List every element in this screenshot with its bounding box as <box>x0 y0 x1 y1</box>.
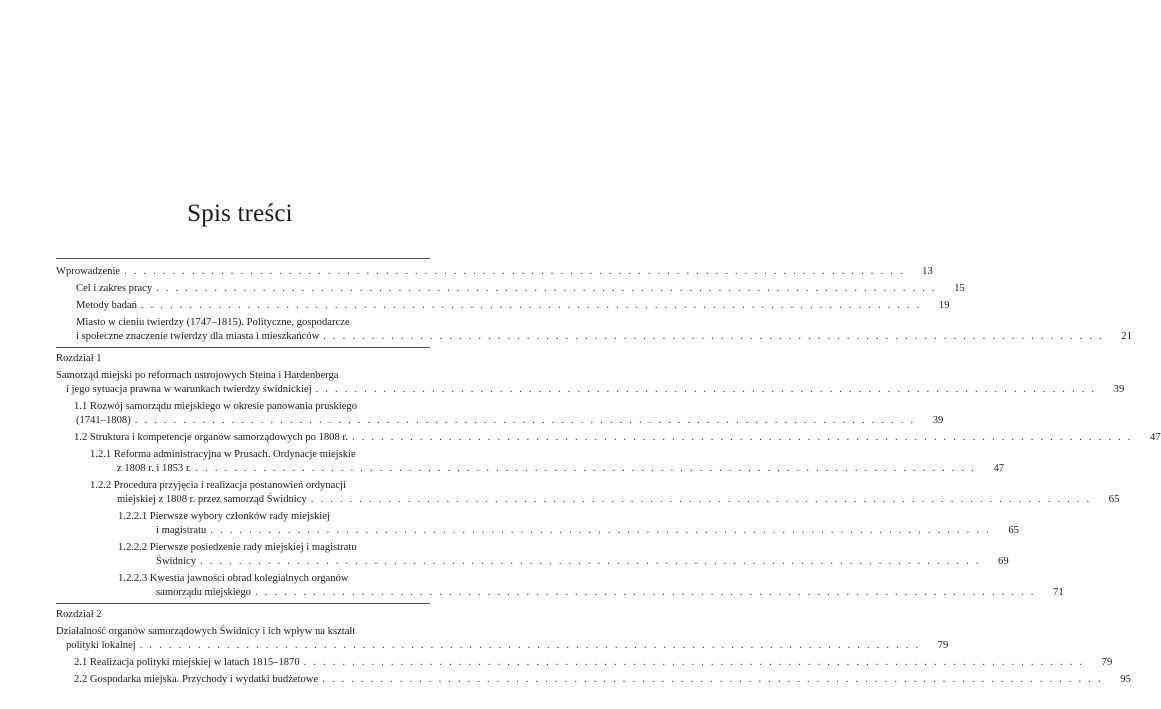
chapter-heading-2: Rozdział 2 <box>56 609 102 620</box>
toc-entry-dzialalnosc[interactable] <box>56 625 949 653</box>
toc-leader-dots <box>124 265 905 279</box>
toc-entry-line1: 1.2.2 Procedura przyjęcia i realizacja postanowień ordynacji <box>90 480 346 491</box>
page-title: Spis treści <box>187 200 293 227</box>
toc-entry-text: 2.2 Gospodarka miejska. Przychody i wydatki budżetowe <box>74 674 319 685</box>
toc-entry-cel[interactable] <box>56 282 965 296</box>
toc-entry-text: z 1808 r. i 1853 r. <box>117 463 192 474</box>
toc-entry-text: 1.2 Struktura i kompetencje organów samorządowych po 1808 r. <box>74 432 349 443</box>
toc-leader-dots <box>255 586 1036 600</box>
toc-entry-1-2[interactable] <box>56 431 1161 445</box>
toc-entry-line1: Działalność organów samorządowych Świdnicy i ich wpływ na kształt <box>56 626 356 637</box>
toc-leader-dots <box>210 524 991 538</box>
toc-page-number: 21 <box>1121 331 1132 342</box>
toc-entry-text: samorządu miejskiego <box>156 587 252 598</box>
toc-page-number: 79 <box>1101 657 1113 668</box>
toc-page-number: 69 <box>998 556 1009 567</box>
toc-entry-1-2-2-3[interactable] <box>56 572 1064 600</box>
toc-entry-text: Metody badań <box>76 300 137 311</box>
toc-leader-dots <box>304 656 1085 670</box>
toc-entry-2-1[interactable] <box>56 656 1113 670</box>
toc-entry-wprowadzenie[interactable] <box>56 265 933 279</box>
toc-entry-line1: 1.2.1 Reforma administracyjna w Prusach. Ordynacje miejskie <box>90 449 356 460</box>
toc-entry-text: i magistratu <box>156 525 207 536</box>
chapter-heading-1: Rozdział 1 <box>56 353 102 364</box>
section-rule <box>56 603 430 604</box>
toc-page-number: 95 <box>1120 674 1131 685</box>
toc-entry-1-2-1[interactable] <box>56 448 1005 476</box>
toc-page-number: 47 <box>993 463 1005 474</box>
toc-leader-dots <box>156 282 937 296</box>
toc-page-number: 15 <box>954 283 965 294</box>
toc-entry-1-2-2[interactable] <box>56 479 1120 507</box>
section-rule <box>56 347 430 348</box>
toc-entry-line1: 1.2.2.1 Pierwsze wybory członków rady miejskiej <box>118 511 330 522</box>
toc-entry-text: 2.1 Realizacja polityki miejskiej w latach 1815–1870 <box>74 657 300 668</box>
toc-entry-text: Wprowadzenie <box>56 266 121 277</box>
toc-page-number: 39 <box>1113 384 1125 395</box>
toc-entry-miasto[interactable] <box>56 316 1132 344</box>
toc-page-number: 39 <box>932 415 944 426</box>
toc-page-number: 19 <box>938 300 950 311</box>
toc-entry-line1: 1.2.2.3 Kwestia jawności obrad kolegialnych organów <box>118 573 349 584</box>
toc-page-number: 79 <box>937 640 949 651</box>
toc-page-number: 47 <box>1150 432 1161 443</box>
toc-entry-text: i jego sytuacja prawna w warunkach twierdzy świdnickiej <box>66 384 312 395</box>
toc-leader-dots <box>322 673 1103 687</box>
toc-entry-text: (1741–1808) <box>76 415 131 426</box>
toc-entry-metody[interactable] <box>56 299 950 313</box>
toc-entry-1-1[interactable] <box>56 400 944 428</box>
top-rule <box>56 258 430 259</box>
table-of-contents <box>56 258 1161 690</box>
toc-entry-line1: 1.1 Rozwój samorządu miejskiego w okresie panowania pruskiego <box>74 401 358 412</box>
toc-entry-line1: 1.2.2.2 Pierwsze posiedzenie rady miejskiej i magistratu <box>118 542 357 553</box>
toc-page-number: 71 <box>1053 587 1064 598</box>
toc-leader-dots <box>352 431 1133 445</box>
toc-entry-text: polityki lokalnej <box>66 640 136 651</box>
toc-leader-dots <box>141 299 922 313</box>
toc-leader-dots <box>140 639 921 653</box>
toc-entry-text: Świdnicy <box>156 556 197 567</box>
toc-entry-text: Cel i zakres pracy <box>76 283 153 294</box>
toc-entry-text: i społeczne znaczenie twierdzy dla miasta i mieszkańców <box>76 331 320 342</box>
toc-page-number: 65 <box>1008 525 1019 536</box>
toc-entry-line1: Samorząd miejski po reformach ustrojowych Steina i Hardenberga <box>56 370 339 381</box>
toc-leader-dots <box>135 414 916 428</box>
toc-entry-2-2[interactable] <box>56 673 1131 687</box>
toc-leader-dots <box>323 330 1104 344</box>
toc-page-number: 13 <box>922 266 933 277</box>
toc-leader-dots <box>311 493 1092 507</box>
toc-entry-line1: Miasto w cieniu twierdzy (1747–1815). Polityczne, gospodarcze <box>76 317 350 328</box>
toc-leader-dots <box>200 555 981 569</box>
toc-entry-text: miejskiej z 1808 r. przez samorząd Świdnicy <box>117 494 307 505</box>
toc-leader-dots <box>316 383 1097 397</box>
toc-leader-dots <box>195 462 976 476</box>
toc-page-number: 65 <box>1108 494 1120 505</box>
toc-entry-1-2-2-1[interactable] <box>56 510 1019 538</box>
toc-entry-samorzad[interactable] <box>56 369 1125 397</box>
toc-entry-1-2-2-2[interactable] <box>56 541 1009 569</box>
